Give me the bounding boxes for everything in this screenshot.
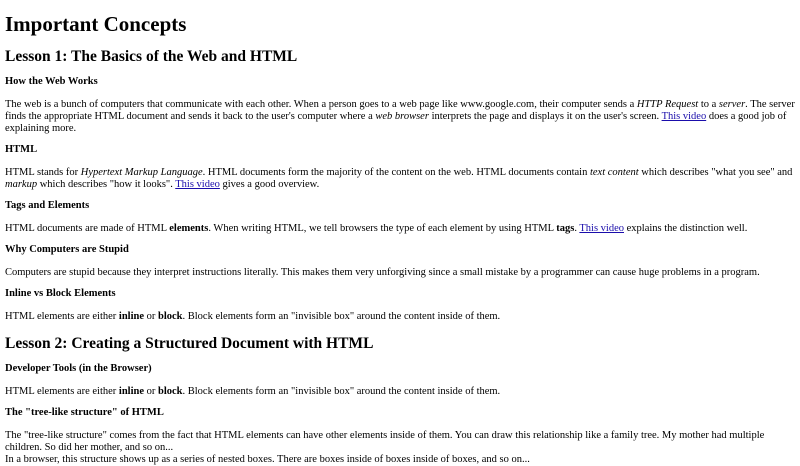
html-paragraph [5,167,795,191]
page-title: Important Concepts [5,12,187,36]
text: interprets the page and displays it on the user's screen. [428,111,662,122]
text: . Block elements form an "invisible box" around the content inside of them. [182,311,501,322]
text: HTML stands for [5,167,81,178]
video-link-html[interactable]: This video [175,179,220,190]
tags-elements-paragraph [5,223,795,235]
text: which describes "what you see" and [638,167,793,178]
emphasis-web-browser: web browser [375,111,429,122]
text: or [144,311,158,322]
text: . When writing HTML, we tell browsers the type of each element by using HTML [208,223,557,234]
text: HTML elements are either [5,311,119,322]
tree-structure-paragraph-1: The "tree-like structure" comes from the fact that HTML elements can have other elements inside of them. You can draw this relationship like a family tree. My mother had multiple children. So did her mother, and so on... [5,430,765,453]
bold-inline: inline [118,386,144,397]
video-link-how-web-works[interactable]: This video [661,111,707,122]
text: explains the distinction well. [624,223,748,234]
emphasis-server: server [718,99,746,110]
lesson-2-title: Lesson 2: Creating a Structured Document with HTML [5,335,374,352]
text: HTML documents are made of HTML [5,223,170,234]
bold-tags: tags [556,223,575,234]
inline-block-heading: Inline vs Block Elements [5,288,116,299]
bold-inline: inline [118,311,144,322]
bold-block: block [158,386,183,397]
text: which describes "how it looks". [37,179,176,190]
bold-block: block [158,311,183,322]
text: . [574,223,580,234]
tree-structure-paragraph-2: In a browser, this structure shows up as a series of nested boxes. There are boxes inside of boxes inside of boxes, and so on... [5,454,530,465]
emphasis-hypertext: Hypertext Markup Language [80,167,203,178]
lesson-1-title: Lesson 1: The Basics of the Web and HTML [5,48,298,65]
html-heading: HTML [5,144,38,155]
text: . The server finds the appropriate HTML document and sends it back to the user's computer where a [5,99,795,122]
bold-elements: elements [169,223,209,234]
computers-stupid-paragraph: Computers are stupid because they interpret instructions literally. This makes them very unforgiving since a small mistake by a programmer can cause huge problems in a program. [5,267,760,278]
how-web-works-heading: How the Web Works [5,76,98,87]
tags-elements-heading: Tags and Elements [5,200,90,211]
emphasis-markup: markup [5,179,38,190]
computers-stupid-heading: Why Computers are Stupid [5,244,129,255]
text: gives a good overview. [219,179,320,190]
text: or [144,386,158,397]
devtools-paragraph [5,386,795,398]
text: HTML elements are either [5,386,119,397]
tree-structure-heading: The "tree-like structure" of HTML [5,407,164,418]
text: . Block elements form an "invisible box" around the content inside of them. [182,386,501,397]
emphasis-http-request: HTTP Request [636,99,699,110]
video-link-tags[interactable]: This video [579,223,624,234]
text: to a [698,99,719,110]
text: The web is a bunch of computers that communicate with each other. When a person goes to a web page like www.google.com, their computer sends a [5,99,637,110]
devtools-heading: Developer Tools (in the Browser) [5,363,152,374]
text: . HTML documents form the majority of the content on the web. HTML documents contain [202,167,590,178]
emphasis-text-content: text content [589,167,639,178]
text: does a good job of explaining more. [5,111,787,134]
how-web-works-paragraph [5,99,795,135]
inline-block-paragraph [5,311,795,323]
